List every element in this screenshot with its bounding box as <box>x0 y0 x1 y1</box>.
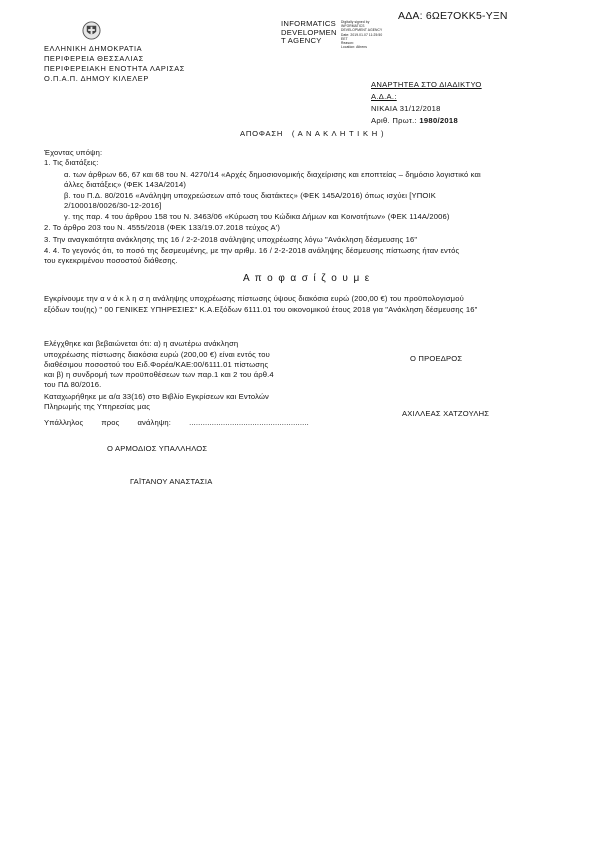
considering-label: Έχοντας υπόψη: <box>44 148 103 157</box>
item-1a: α. των άρθρων 66, 67 και 68 του Ν. 4270/14 «Αρχές δημοσιονομικής διαχείρισης και εποπτείας – δημόσιο λογιστικό και <box>64 170 481 179</box>
protocol-number: Αριθ. Πρωτ.: 1980/2018 <box>371 116 458 125</box>
authority-line: ΕΛΛΗΝΙΚΗ ΔΗΜΟΚΡΑΤΙΑ <box>44 44 143 53</box>
official-name: ΓΑΪΤΑΝΟΥ ΑΝΑΣΤΑΣΙΑ <box>130 477 213 486</box>
item-1: 1. Τις διατάξεις: <box>44 158 99 167</box>
president-label: Ο ΠΡΟΕΔΡΟΣ <box>410 354 463 363</box>
verification-line: και β) η συνδρομή των προϋποθέσεων των παρ.1 και 2 του άρθ.4 <box>44 370 274 379</box>
item-4-cont: του εγκεκριμένου ποσοστού διάθεσης. <box>44 256 178 265</box>
publication-block <box>371 79 482 127</box>
verification-line: υποχρέωσης πίστωσης διακόσια ευρώ (200,00 €) είναι εντός του <box>44 350 270 359</box>
item-1b-cont: 2/100018/0026/30-12-2016] <box>64 201 162 210</box>
publication-label: ΑΝΑΡΤΗΤΕΑ ΣΤΟ ΔΙΑΔΙΚΤΥΟ <box>371 80 482 89</box>
decision-text-line: Εγκρίνουμε την α ν ά κ λ η σ η ανάληψης υποχρέωσης πίστωσης ύψους διακόσια ευρώ (200,00 €) του προϋπολογισμού <box>44 294 464 303</box>
authority-line: Ο.Π.Α.Π. ΔΗΜΟΥ ΚΙΛΕΛΕΡ <box>44 74 149 83</box>
registered-line: Πληρωμής της Υπηρεσίας μας <box>44 402 151 411</box>
item-2: 2. Το άρθρο 203 του Ν. 4555/2018 (ΦΕΚ 133/19.07.2018 τεύχος Α') <box>44 223 281 232</box>
verification-line: του ΠΔ 80/2016. <box>44 380 102 389</box>
president-name: ΑΧΙΛΛΕΑΣ ΧΑΤΖΟΥΛΗΣ <box>402 409 490 418</box>
place-date: ΝΙΚΑΙΑ 31/12/2018 <box>371 104 441 113</box>
ada-label: Α.Δ.Α.: <box>371 92 397 101</box>
item-3: 3. Την αναγκαιότητα ανάκλησης της 16 / 2-2-2018 ανάληψης υποχρέωσης λόγω "Ανάκληση δέσμευσης 16" <box>44 235 418 244</box>
authority-line: ΠΕΡΙΦΕΡΕΙΑΚΗ ΕΝΟΤΗΤΑ ΛΑΡΙΣΑΣ <box>44 64 185 73</box>
decision-title: ΑΠΟΦΑΣΗ ( Α Ν Α Κ Λ Η Τ Ι Κ Η ) <box>240 129 385 138</box>
item-1c: γ. της παρ. 4 του άρθρου 158 του Ν. 3463/06 «Κύρωση του Κώδικα Δήμων και Κοινοτήτων» (ΦΕΚ 114Α/2006) <box>64 212 450 221</box>
official-label: Ο ΑΡΜΟΔΙΟΣ ΥΠΑΛΛΗΛΟΣ <box>107 444 208 453</box>
agency-logo: INFORMATICS DEVELOPMEN T AGENCY <box>281 19 337 46</box>
clerk-line: Υπάλληλος προς ανάληψη: ..................................................... <box>44 418 309 427</box>
digital-signature-text: Digitally signed by INFORMATICS DEVELOPMENT AGENCY Date: 2019.01.07 11:25:50 EET Reason: Location: Athens <box>341 20 383 50</box>
item-4: 4. 4. Το γεγονός ότι, το ποσό της δεσμευμένης, με την αριθμ. 16 / 2-2-2018 ανάληψης δέσμευσης πίστωσης ήταν εντός <box>44 246 460 255</box>
decide-heading: Α π ο φ α σ ί ζ ο υ μ ε <box>243 273 371 284</box>
authority-line: ΠΕΡΙΦΕΡΕΙΑ ΘΕΣΣΑΛΙΑΣ <box>44 54 144 63</box>
item-1a-cont: άλλες διατάξεις» (ΦΕΚ 143Α/2014) <box>64 180 187 189</box>
decision-text-line: εξόδων του(ης) " 00 ΓΕΝΙΚΕΣ ΥΠΗΡΕΣΙΕΣ" Κ.Α.Εξόδων 6111.01 του οικονομικού έτους 2018 για "Ανάκληση δέσμευσης 16" <box>44 305 478 314</box>
item-1b: β. του Π.Δ. 80/2016 «Ανάληψη υποχρεώσεων από τους διατάκτες» (ΦΕΚ 145Α/2016) όπως ισχύει [ΥΠΟΙΚ <box>64 191 436 200</box>
greek-emblem-icon <box>82 21 101 40</box>
verification-line: Ελέγχθηκε και βεβαιώνεται ότι: α) η ανωτέρω ανάκληση <box>44 339 239 348</box>
registered-line: Καταχωρήθηκε με α/α 33(16) στο Βιβλίο Εγκρίσεων και Εντολών <box>44 392 269 401</box>
verification-line: διαθέσιμου ποσοστού του Ειδ.Φορέα/ΚΑΕ:00/6111.01 πίστωσης <box>44 360 269 369</box>
ada-header: ΑΔΑ: 6ΩΕ7ΟΚΚ5-ΥΞΝ <box>398 10 508 22</box>
authority-header <box>44 44 185 84</box>
